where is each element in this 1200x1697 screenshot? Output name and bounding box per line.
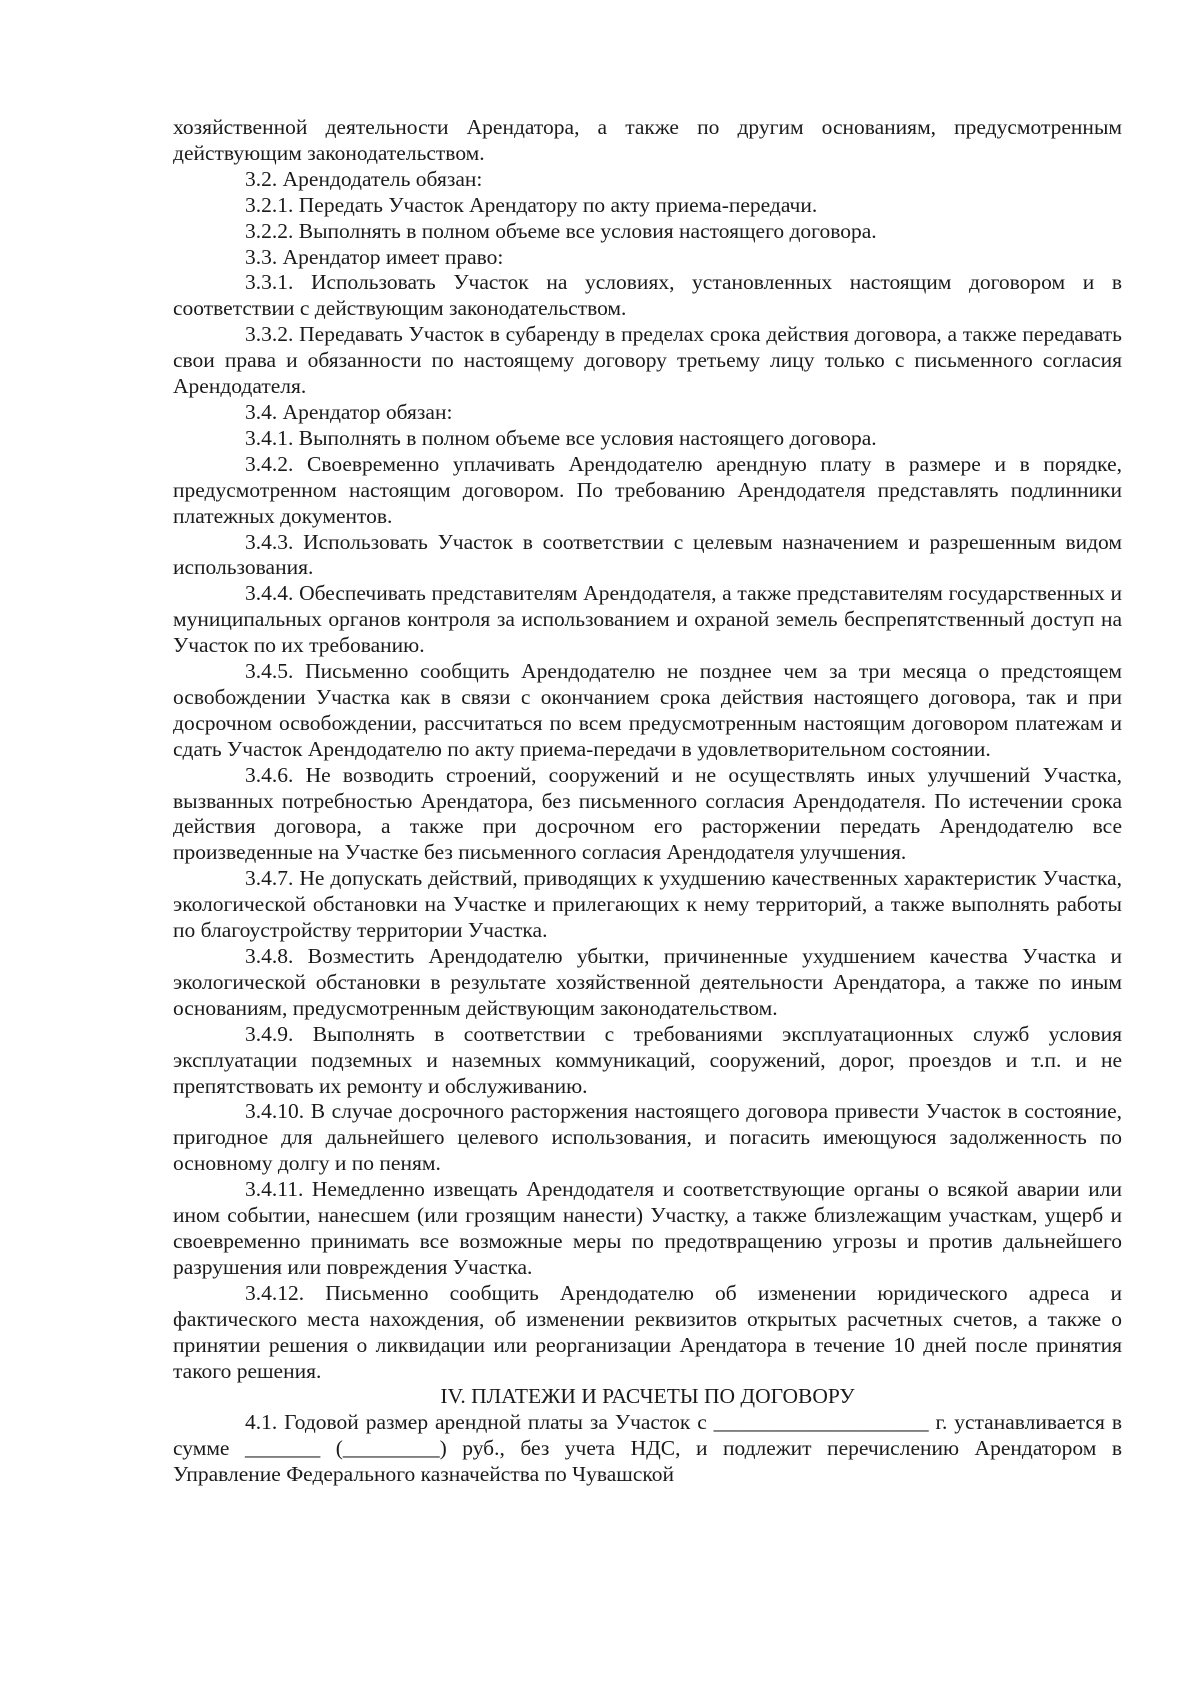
paragraph: 3.4. Арендатор обязан: bbox=[245, 399, 453, 424]
paragraph: 3.3.1. Использовать Участок на условиях, установленных настоящим договором и в соответствии с действующим законодательством. bbox=[173, 270, 1122, 321]
paragraph: хозяйственной деятельности Арендатора, а также по другим основаниям, предусмотренным действующим законодательством. bbox=[173, 115, 1122, 165]
paragraph: 3.4.2. Своевременно уплачивать Арендодателю арендную плату в размере и в порядке, предусмотренном настоящим договором. По требованию Арендодателя представлять подлинники платежных документов. bbox=[173, 451, 1122, 528]
paragraph: 3.2.1. Передать Участок Арендатору по акту приема-передачи. bbox=[245, 192, 818, 217]
section-3-body bbox=[173, 115, 1122, 1384]
paragraph: 3.4.11. Немедленно извещать Арендодателя и соответствующие органы о всякой аварии или ином событии, нанесшем (или грозящим нанести) Участку, а также близлежащим участкам, ущерб и своевременно принимать все возможные меры по предотвращению угрозы и против дальнейшего разрушения или повреждения Участка. bbox=[173, 1177, 1122, 1279]
section-4-heading: IV. ПЛАТЕЖИ И РАСЧЕТЫ ПО ДОГОВОРУ bbox=[440, 1384, 855, 1409]
paragraph: 3.4.12. Письменно сообщить Арендодателю об изменении юридического адреса и фактического места нахождения, об изменении реквизитов открытых расчетных счетов, а также о принятии решения о ликвидации или реорганизации Арендатора в течение 10 дней после принятия такого решения. bbox=[173, 1280, 1122, 1383]
paragraph: 3.4.5. Письменно сообщить Арендодателю не позднее чем за три месяца о предстоящем освобождении Участка как в связи с окончанием срока действия настоящего договора, так и при досрочном освобождении, рассчитаться по всем предусмотренным настоящим договором платежам и сдать Участок Арендодателю по акту приема-передачи в удовлетворительном состоянии. bbox=[173, 659, 1122, 761]
paragraph: 3.4.3. Использовать Участок в соответствии с целевым назначением и разрешенным видом использования. bbox=[173, 529, 1122, 580]
paragraph-4-1: 4.1. Годовой размер арендной платы за Участок с ____________________ г. устанавливается в сумме _______ (_________) руб., без учета НДС, и подлежит перечислению Арендатором в Управление Федерального казначейства по Чувашской bbox=[173, 1410, 1122, 1487]
paragraph: 3.4.8. Возместить Арендодателю убытки, причиненные ухудшением качества Участка и экологической обстановки в результате хозяйственной деятельности Арендатора, а также по иным основаниям, предусмотренным действующим законодательством. bbox=[173, 944, 1122, 1020]
paragraph: 3.4.4. Обеспечивать представителям Арендодателя, а также представителям государственных и муниципальных органов контроля за использованием и охраной земель беспрепятственный доступ на Участок по их требованию. bbox=[173, 581, 1122, 658]
paragraph: 3.2. Арендодатель обязан: bbox=[245, 166, 483, 191]
paragraph: 3.4.7. Не допускать действий, приводящих к ухудшению качественных характеристик Участка, экологической обстановки на Участке и прилегающих к нему территорий, а также выполнять работы по благоустройству территории Участка. bbox=[173, 866, 1122, 943]
paragraph: 3.3. Арендатор имеет право: bbox=[245, 244, 504, 269]
paragraph: 3.4.1. Выполнять в полном объеме все условия настоящего договора. bbox=[245, 425, 877, 450]
paragraph: 3.3.2. Передавать Участок в субаренду в пределах срока действия договора, а также передавать свои права и обязанности по настоящему договору третьему лицу только с письменного согласия Арендодателя. bbox=[173, 322, 1122, 399]
paragraph: 3.4.10. В случае досрочного расторжения настоящего договора привести Участок в состояние, пригодное для дальнейшего целевого использования, и погасить имеющуюся задолженность по основному долгу и по пеням. bbox=[173, 1099, 1122, 1176]
paragraph: 3.4.6. Не возводить строений, сооружений и не осуществлять иных улучшений Участка, вызванных потребностью Арендатора, без письменного согласия Арендодателя. По истечении срока действия договора, а также при досрочном его расторжении передать Арендодателю все произведенные на Участке без письменного согласия Арендодателя улучшения. bbox=[173, 762, 1122, 865]
paragraph: 3.4.9. Выполнять в соответствии с требованиями эксплуатационных служб условия эксплуатации подземных и наземных коммуникаций, сооружений, дорог, проездов и т.п. и не препятствовать их ремонту и обслуживанию. bbox=[173, 1021, 1122, 1098]
document-page bbox=[173, 115, 1122, 1488]
paragraph: 3.2.2. Выполнять в полном объеме все условия настоящего договора. bbox=[245, 218, 877, 243]
